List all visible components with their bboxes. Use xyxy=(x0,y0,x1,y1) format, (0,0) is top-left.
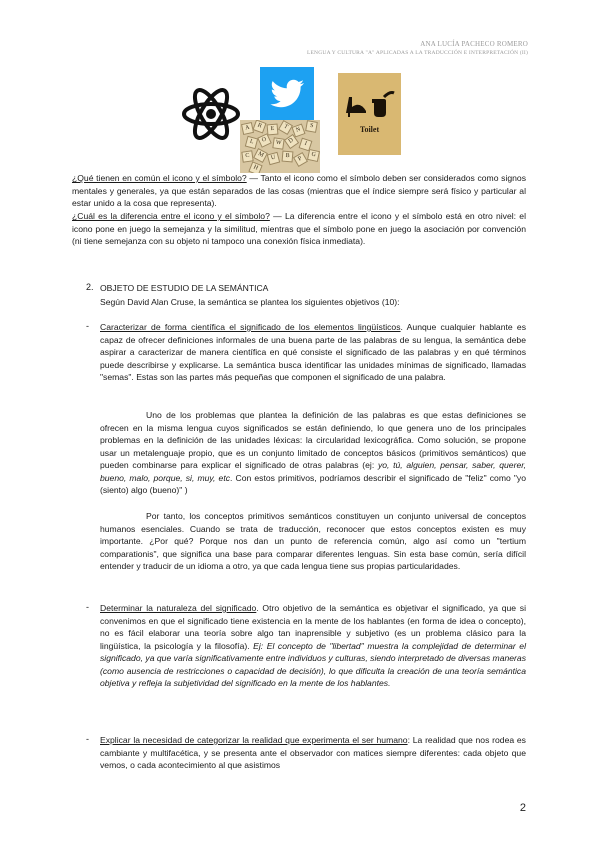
intro-q2-paragraph xyxy=(72,210,526,248)
bullet1-p2a: Uno de los problemas que plantea la definición de las palabras es que estas definiciones se ofrecen en la misma lengua cuyos significados se están definiendo, lo que genera uno de los principales problemas en la definición de las unidades léxicas: la circularidad lexicográfica. Como solución, se propone usar un metalenguaje propio, que es un conjunto limitado de conceptos básicos (primitivos semánticos) que pueden combinarse para explicar el significado de otras palabras (ej: xyxy=(100,410,526,470)
scrabble-tile: P xyxy=(293,152,308,167)
toilet-sign xyxy=(338,73,401,155)
page-number: 2 xyxy=(519,802,526,814)
bullet-dash: - xyxy=(86,602,89,612)
bullet3-text: : La realidad que nos rodea es cambiante y multifacética, y se presenta ante el observador con matices siempre diferentes: cada objeto que vemos, o cada acontecimiento al que asistimos xyxy=(100,735,526,770)
bullet1-paragraph3: Por tanto, los conceptos primitivos semánticos constituyen un conjunto universal de conceptos humanos esenciales. Cuando se trata de traducción, reconocer que estos conceptos existen es muy importante. ¿Por qué? Porque nos dan un punto de referencia común, algo así como un "tertium comparationis", que significa una base para comparar diferentes lenguas. Sin esta base común, sería difícil entender y traducir de un idioma a otro, ya que cada lengua tiene sus propias particularidades. xyxy=(100,511,526,571)
scrabble-tile: C xyxy=(241,150,253,162)
section-lead: Según David Alan Cruse, la semántica se plantea los siguientes objetivos (10): xyxy=(100,297,400,307)
intro-q1: ¿Qué tienen en común el icono y el símbolo? xyxy=(72,173,247,183)
intro-a1: — Tanto el icono como el símbolo deben ser considerados como signos mentales y generales, ya que están separados de las cosas (mientras que el índice siempre será físico y particular al estar unido a la cosa que representa). xyxy=(72,173,526,208)
section-title: OBJETO DE ESTUDIO DE LA SEMÁNTICA xyxy=(100,283,269,293)
scrabble-tile: R xyxy=(252,120,266,134)
bullet1-p2b: . Con estos primitivos, podríamos describir el significado de "feliz" como "yo (siento) algo (bueno)" ) xyxy=(100,472,526,495)
atom-icon xyxy=(180,83,242,145)
intro-a2: — La diferencia entre el icono y el símbolo está en otro nivel: el icono pone en juego la semejanza y la similitud, mientras que el símbolo pone en juego la asociación por convención (ni tiene semejanza con su objeto ni tampoco una conexión física inmediata). xyxy=(72,211,526,246)
bullet1-text: . Aunque cualquier hablante es capaz de ofrecer definiciones informales de una buena parte de las palabras de su lengua, la semántica debe aspirar a caracterizar de manera científica en qué consiste el significado de las palabras y en qué términos puede describirse y explicarse. La semántica busca identificar las unidades mínimas de significado, llamadas "semas". Estas son las partes más pequeñas que componen el significado de una palabra. xyxy=(100,322,526,382)
bullet2-text: . Otro objetivo de la semántica es objetivar el significado, ya que si convenimos en que el significado tiene existencia en la mente de los hablantes (en forma de idea o concepto), no es fácil elaborar una teoría sobre algo tan inaprensible y subjetivo (es un problema clásico para la lingüística, la psicología y la filosofía). xyxy=(100,603,526,651)
scrabble-tile: I xyxy=(299,138,313,152)
scrabble-tile: S xyxy=(305,120,318,133)
bullet-dash: - xyxy=(86,734,89,744)
scrabble-tile: M xyxy=(253,148,268,163)
intro-q1-paragraph xyxy=(72,172,526,210)
scrabble-tile: W xyxy=(272,137,284,149)
scrabble-tile: H xyxy=(248,161,262,173)
bullet2-paragraph xyxy=(100,602,526,690)
bullet1-heading: Caracterizar de forma científica el significado de los elementos lingüísticos xyxy=(100,322,401,332)
bullet-dash: - xyxy=(86,321,89,331)
intro-q2: ¿Cuál es la diferencia entre el icono y el símbolo? xyxy=(72,211,270,221)
bullet1-paragraph xyxy=(100,321,526,384)
scrabble-tile: D xyxy=(284,134,299,149)
header-author: ANA LUCÍA PACHECO ROMERO xyxy=(420,40,528,48)
scrabble-tile: O xyxy=(257,133,272,148)
scrabble-tile: T xyxy=(278,120,293,135)
bullet1-primitives: yo, tú, alguien, pensar, saber, querer, bueno, malo, porque, si, muy, etc xyxy=(100,460,526,483)
bullet1-paragraph2 xyxy=(100,409,526,497)
scrabble-tile: B xyxy=(282,151,294,163)
scrabble-tile: L xyxy=(245,136,258,149)
bullet3-paragraph xyxy=(100,734,526,772)
letter-tiles-photo xyxy=(240,120,320,173)
scrabble-tile: G xyxy=(307,149,320,162)
scrabble-tile: N xyxy=(291,123,305,137)
twitter-bird-icon xyxy=(260,67,314,121)
scrabble-tile: A xyxy=(241,122,254,135)
section-number: 2. xyxy=(86,282,94,292)
scrabble-tile: E xyxy=(267,124,279,136)
toilet-label: Toilet xyxy=(359,125,380,134)
bullet2-example: Ej: El concepto de "libertad" muestra la complejidad de determinar el significado, ya que varía significativamente entre individuos y culturas, siendo interpretado de diversas maneras (como ausencia de restricciones o capacidad de decisión), lo que dificulta la creación de una teoría semántica objetiva y refleja la subjetividad del significado en la mente de los hablantes. xyxy=(100,640,526,688)
scrabble-tile: U xyxy=(267,152,280,165)
bullet3-heading: Explicar la necesidad de categorizar la realidad que experimenta el ser humano xyxy=(100,735,408,745)
header-course: LENGUA Y CULTURA "A" APLICADAS A LA TRADUCCIÓN E INTERPRETACIÓN (II) xyxy=(306,50,528,56)
bullet2-heading: Determinar la naturaleza del significado xyxy=(100,603,257,613)
